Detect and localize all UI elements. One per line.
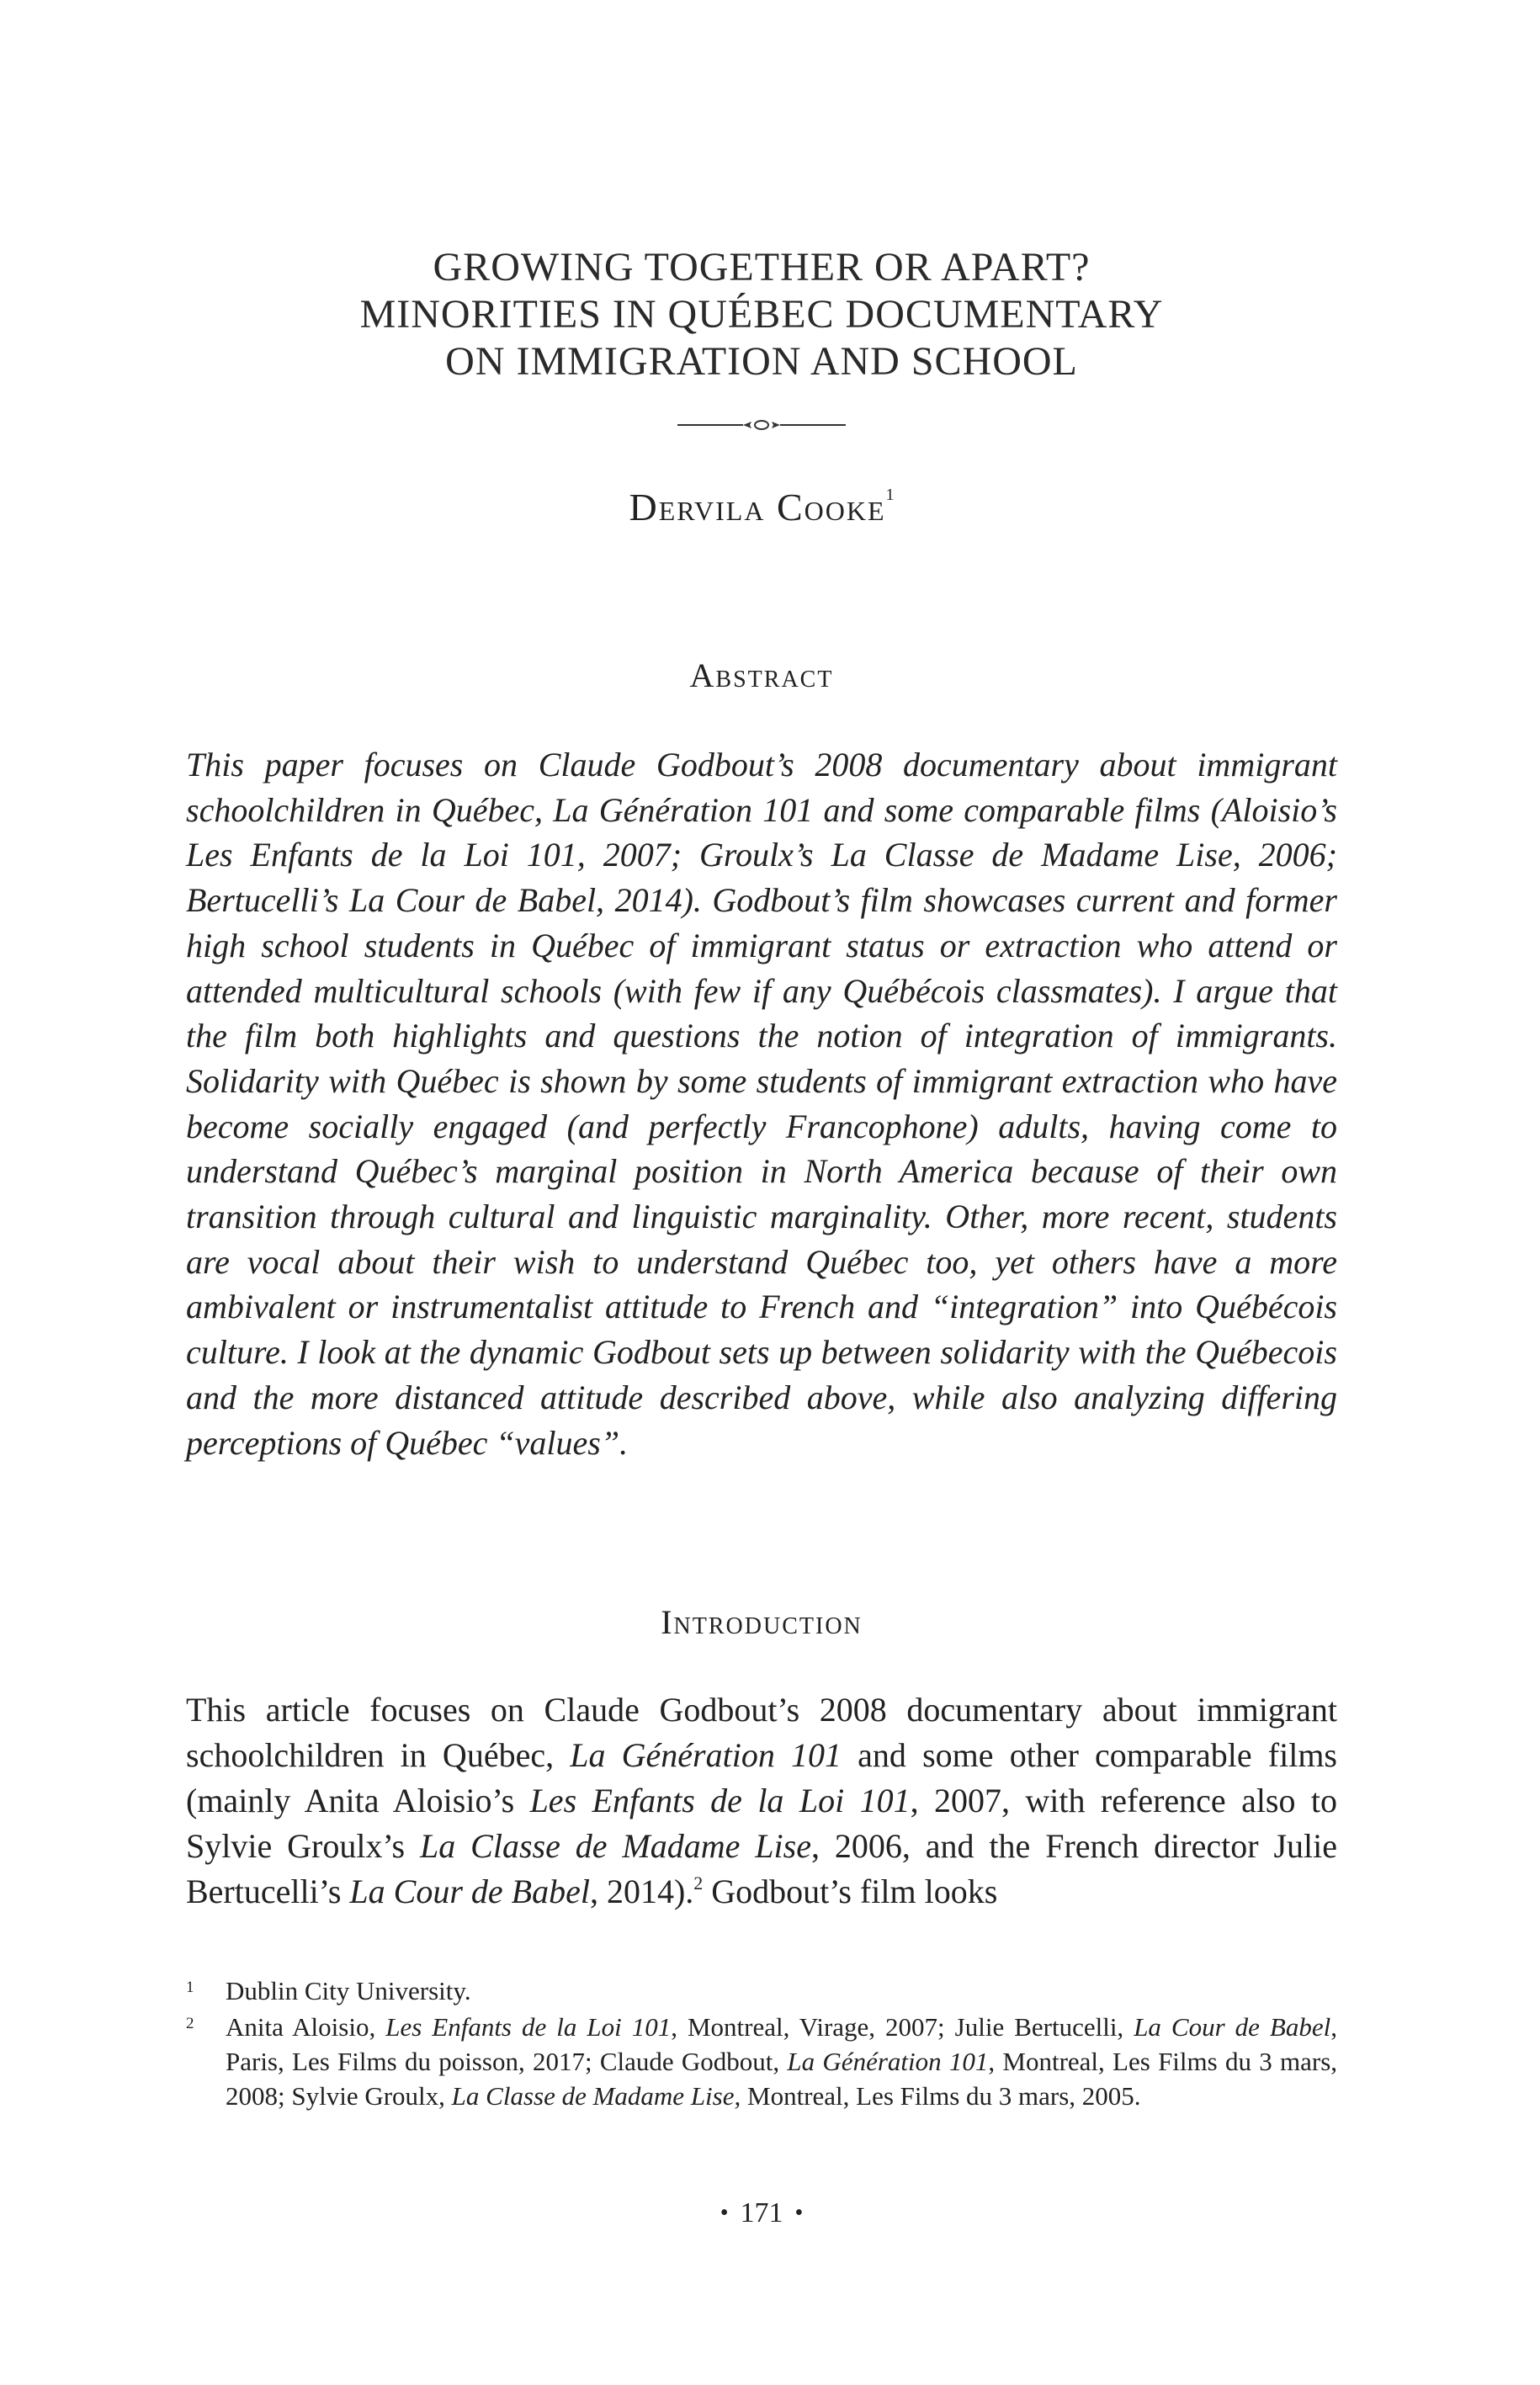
author-footnote-ref: 1 [885,486,895,504]
footnote-2 [186,2010,1337,2113]
title-line-1: GROWING TOGETHER OR APART? [433,245,1091,289]
intro-film-title-2: Les Enfants de la Loi 101 [529,1782,911,1819]
page-number-bullet-right: • [794,2200,804,2226]
footnote-text-e: , Paris, Les Films du poisson, 2017; Claude Godbout, [226,2012,1337,2076]
intro-film-title-4: La Cour de Babel [349,1872,590,1910]
footnote-text-g: , Montreal, Les Films du 3 mars, 2008; Sylvie Groulx, [226,2047,1338,2111]
page-number-bullet-left: • [720,2200,729,2226]
author-name: Dervila Cooke [629,486,886,529]
footnote-title-h: La Classe de Madame Lise, [451,2081,741,2111]
intro-text-1: This article focuses on Claude Godbout’s 2008 documentary about immigrant schoolchildren in Québec, [186,1691,1337,1774]
title-line-2: MINORITIES IN QUÉBEC DOCUMENTARY [359,292,1164,337]
ornament-divider-icon [677,417,846,433]
intro-text-4: , 2006, and the French director Julie Bertucelli’s [186,1827,1337,1910]
footnote-1 [186,1973,1337,2008]
title-line-3: ON IMMIGRATION AND SCHOOL [445,339,1078,384]
footnote-number: 1 [186,1979,194,1996]
intro-text-5: , 2014). [589,1872,694,1910]
footnote-title-d: La Cour de Babel [1134,2012,1331,2042]
intro-text-6: Godbout’s film looks [703,1872,998,1910]
footnote-text: Dublin City University. [226,1976,471,2005]
intro-footnote-ref: 2 [693,1872,704,1894]
intro-film-title-1: La Génération 101 [570,1736,842,1774]
page-number-value: 171 [740,2197,783,2228]
footnote-title-f: La Génération 101 [787,2047,989,2076]
author-line [186,471,1337,531]
intro-text-3: , 2007, with reference also to Sylvie Groulx’s [186,1782,1338,1865]
page-number [186,2195,1337,2232]
abstract-heading: Abstract [689,656,834,694]
intro-text-2: and some other comparable films (mainly Anita Aloisio’s [186,1736,1337,1819]
introduction-heading: Introduction [661,1603,863,1641]
footnote-title-b: Les Enfants de la Loi 101 [385,2012,672,2042]
footnote-text-i: Montreal, Les Films du 3 mars, 2005. [741,2081,1141,2111]
footnote-text-a: Anita Aloisio, [226,2012,386,2042]
footnote-number: 2 [186,2015,194,2032]
footnotes [186,1973,1337,2113]
introduction-paragraph [186,1687,1337,1915]
article-title [186,244,1337,385]
intro-film-title-3: La Classe de Madame Lise [420,1827,811,1865]
title-ornament [186,415,1337,435]
footnote-text-c: , Montreal, Virage, 2007; Julie Bertucelli, [671,2012,1134,2042]
abstract-text: This paper focuses on Claude Godbout’s 2008 documentary about immigrant schoolchildren in Québec, La Génération 101 and some comparable films (Aloisio’s Les Enfants de la Loi 101, 2007; Groulx’s La Classe de Madame Lise, 2006; Bertucelli’s La Cour de Babel, 2014). Godbout’s film showcases current and former high school students in Québec of immigrant status or extraction who attend or attended multicultural schools (with few if any Québécois classmates). I argue that the film both highlights and questions the notion of integration of immigrants. Solidarity with Québec is shown by some students of immigrant extraction who have become socially engaged (and perfectly Francophone) adults, having come to understand Québec’s marginal position in North America because of their own transition through cultural and linguistic marginality. Other, more recent, students are vocal about their wish to understand Québec too, yet others have a more ambivalent or instrumentalist attitude to French and “integration” into Québécois culture. I look at the dynamic Godbout sets up between solidarity with the Québecois and the more distanced attitude described above, while also analyzing differing perceptions of Québec “values”. [186,746,1337,1462]
